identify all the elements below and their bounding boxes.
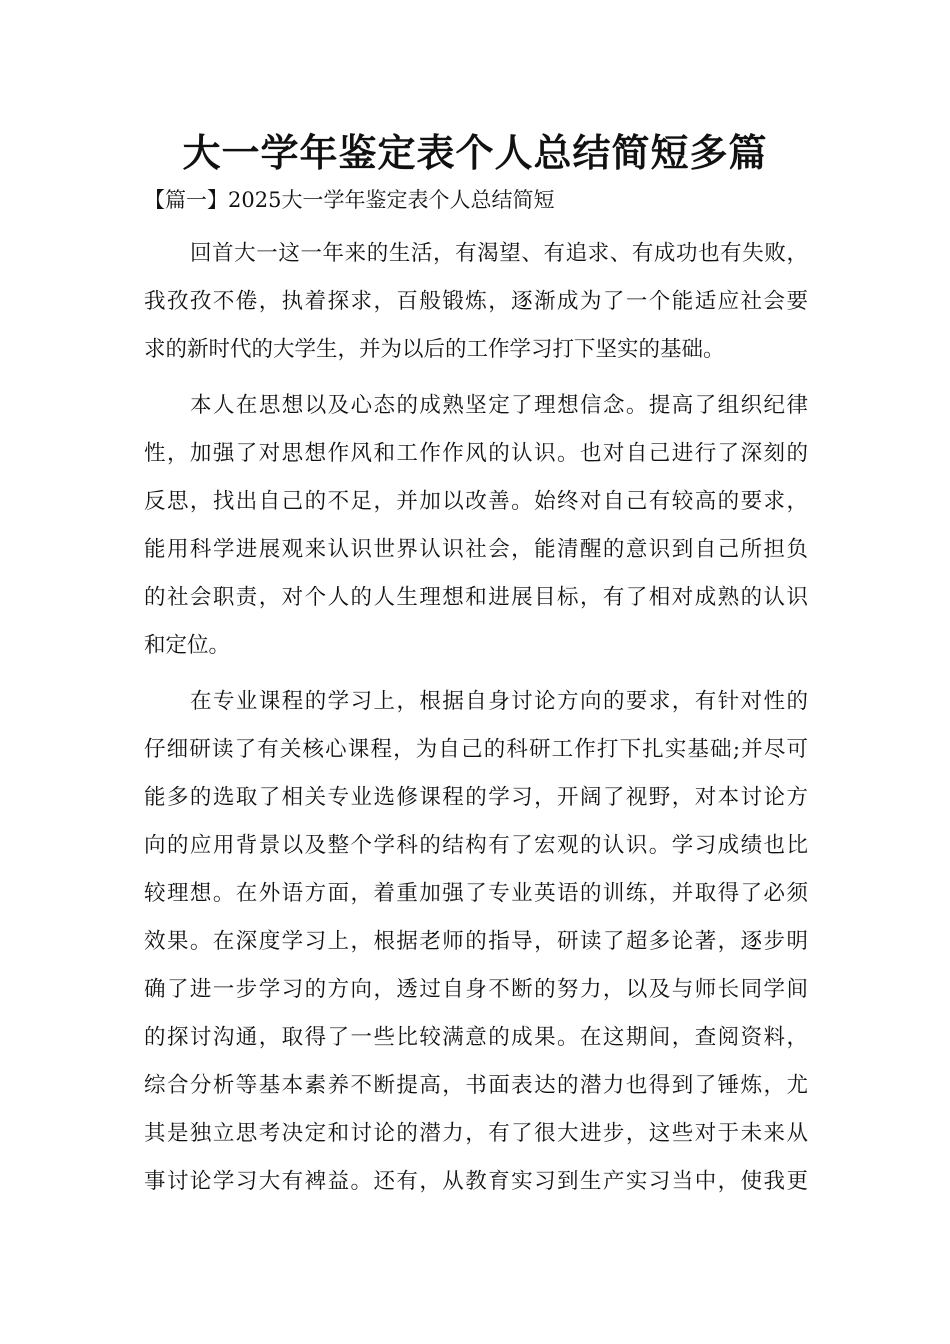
text-line: 能用科学进展观来认识世界认识社会，能清醒的意识到自己所担负 [144,537,808,562]
text-line: 在专业课程的学习上，根据自身讨论方向的要求，有针对性的 [190,689,808,714]
text-line: 的探讨沟通，取得了一些比较满意的成果。在这期间，查阅资料， [144,1025,808,1050]
text-line: 和定位。 [144,633,231,658]
text-line: 确了进一步学习的方向，透过自身不断的努力，以及与师长同学间 [144,977,808,1002]
text-line: 仔细研读了有关核心课程，为自己的科研工作打下扎实基础;并尽可 [144,737,808,762]
text-line: 本人在思想以及心态的成熟坚定了理想信念。提高了组织纪律 [190,393,808,418]
text-line: 向的应用背景以及整个学科的结构有了宏观的认识。学习成绩也比 [144,833,808,858]
text-line: 效果。在深度学习上，根据老师的指导，研读了超多论著，逐步明 [144,929,808,954]
text-line: 反思，找出自己的不足，并加以改善。始终对自己有较高的要求， [144,489,808,514]
document-title: 大一学年鉴定表个人总结简短多篇 [182,131,768,175]
text-line: 我孜孜不倦，执着探求，百般锻炼，逐渐成为了一个能适应社会要 [144,289,808,314]
text-line: 的社会职责，对个人的人生理想和进展目标，有了相对成熟的认识 [144,585,808,610]
text-line: 其是独立思考决定和讨论的潜力，有了很大进步，这些对于未来从 [144,1121,808,1146]
text-line: 性，加强了对思想作风和工作作风的认识。也对自己进行了深刻的 [144,441,808,466]
text-line: 综合分析等基本素养不断提高，书面表达的潜力也得到了锤炼，尤 [144,1073,808,1098]
section-heading: 【篇一】2025大一学年鉴定表个人总结简短 [144,188,555,212]
document-body [144,230,808,1214]
text-line: 回首大一这一年来的生活，有渴望、有追求、有成功也有失败， [190,241,808,266]
text-line: 求的新时代的大学生，并为以后的工作学习打下坚实的基础。 [144,337,725,362]
paragraph-1 [144,230,808,374]
text-line: 能多的选取了相关专业选修课程的学习，开阔了视野，对本讨论方 [144,785,808,810]
paragraph-2 [144,382,808,670]
paragraph-3 [144,678,808,1206]
text-line: 事讨论学习大有裨益。还有，从教育实习到生产实习当中，使我更 [144,1169,808,1194]
text-line: 较理想。在外语方面，着重加强了专业英语的训练，并取得了必须 [144,881,808,906]
